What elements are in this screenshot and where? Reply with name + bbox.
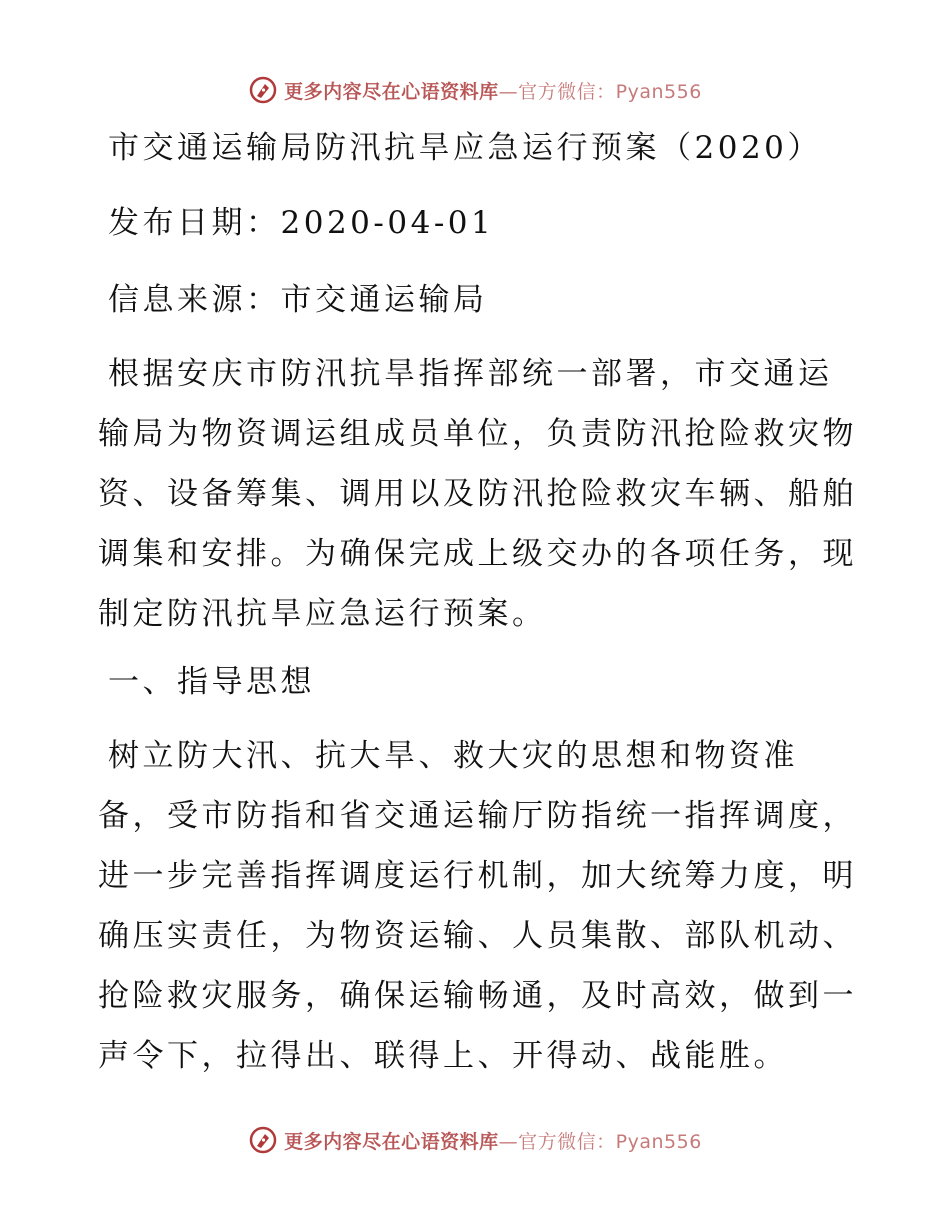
pen-nib-logo-icon bbox=[248, 1125, 278, 1155]
paragraph-line: 资、设备筹集、调用以及防汛抢险救灾车辆、船舶 bbox=[98, 476, 857, 512]
paragraph-line: 制定防汛抗旱应急运行预案。 bbox=[98, 596, 547, 632]
watermark-text: 更多内容尽在心语资料库—官方微信：Pyan556 bbox=[284, 80, 702, 103]
paragraph-line: 调集和安排。为确保完成上级交办的各项任务，现 bbox=[98, 536, 857, 572]
section-paragraph bbox=[98, 726, 858, 1086]
pen-nib-logo-icon bbox=[248, 75, 278, 105]
watermark-text: 更多内容尽在心语资料库—官方微信：Pyan556 bbox=[284, 1130, 702, 1153]
document-meta bbox=[98, 120, 858, 330]
paragraph-line: 确压实责任，为物资运输、人员集散、部队机动、 bbox=[98, 918, 857, 954]
paragraph-line: 根据安庆市防汛抗旱指挥部统一部署，市交通运 bbox=[108, 356, 833, 392]
paragraph-line: 进一步完善指挥调度运行机制，加大统筹力度，明 bbox=[98, 858, 857, 894]
paragraph-line: 备，受市防指和省交通运输厅防指统一指挥调度， bbox=[98, 798, 857, 834]
watermark-header bbox=[0, 70, 950, 110]
document-title: 市交通运输局防汛抗旱应急运行预案（2020） bbox=[108, 130, 822, 166]
paragraph-line: 声令下，拉得出、联得上、开得动、战能胜。 bbox=[98, 1038, 788, 1074]
paragraph-line: 输局为物资调运组成员单位，负责防汛抢险救灾物 bbox=[98, 416, 857, 452]
publish-date: 发布日期：2020-04-01 bbox=[108, 205, 495, 241]
intro-paragraph bbox=[98, 344, 858, 644]
document-body bbox=[98, 120, 858, 1086]
paragraph-line: 抢险救灾服务，确保运输畅通，及时高效，做到一 bbox=[98, 978, 857, 1014]
info-source: 信息来源：市交通运输局 bbox=[108, 282, 488, 318]
watermark-footer bbox=[0, 1120, 950, 1160]
paragraph-line: 树立防大汛、抗大旱、救大灾的思想和物资准 bbox=[108, 738, 798, 774]
section-heading: 一、指导思想 bbox=[108, 664, 315, 700]
